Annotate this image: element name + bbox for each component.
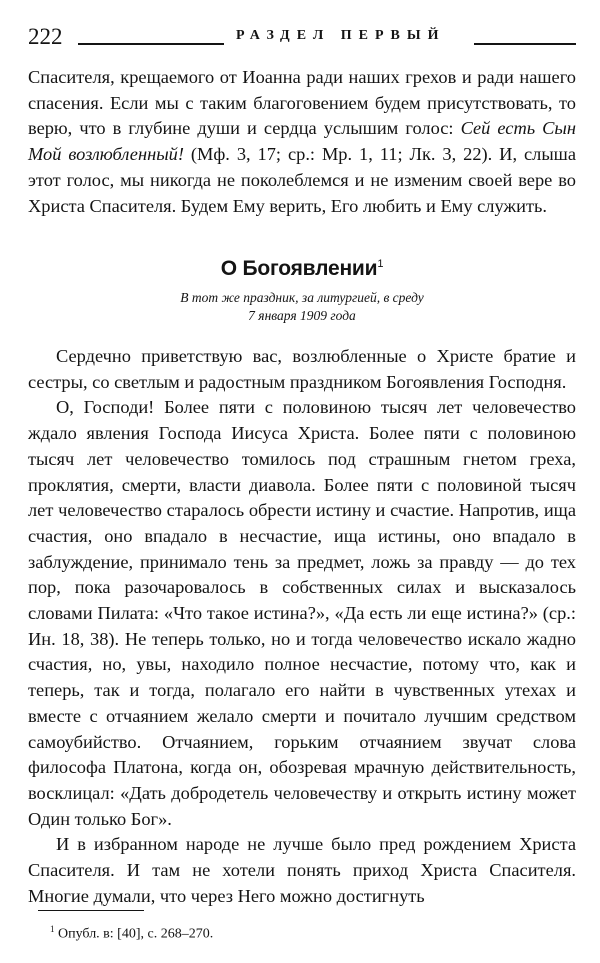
footnote xyxy=(50,919,570,945)
scripture-quote: Сей есть Сын Мой возлюбленный! xyxy=(28,118,576,165)
page-number: 222 xyxy=(28,24,63,49)
intro-text xyxy=(28,65,576,219)
header-rule-right xyxy=(474,43,576,45)
intro-paragraph: Спасителя, крещаемого от Иоанна ради наших грехов и ради нашего спасения. Если мы с таким благоговением будем присутствовать, то верю, что в глубине души и сердца услышим голос: Сей есть Сын Мой возлюбленный! (Мф. 3, 17; ср.: Мр. 1, 11; Лк. 3, 22). И, слыша этот голос, мы никогда не поколеблемся и не изменим своей вере во Христа Спасителя. Будем Ему верить, Его любить и Ему служить. xyxy=(28,67,576,216)
footnote-mark: 1 xyxy=(50,924,55,934)
header-rule-left xyxy=(78,43,224,45)
sermon-title: О Богоявлении$^1$ xyxy=(220,257,384,280)
running-header xyxy=(28,22,576,52)
paragraph: И в избранном народе не лучше было пред рождением Христа Спасителя. И там не хотели понять приход Христа Спасителя. Многие думали, что через Него можно достигнуть xyxy=(28,834,576,906)
footnote-rule xyxy=(38,910,144,911)
sermon-text xyxy=(28,344,576,909)
sermon-subtitle: В тот же праздник, за литургией, в среду 7 января 1909 года xyxy=(180,290,424,323)
footnote-ref: 1 xyxy=(377,258,384,270)
section-title: РАЗДЕЛ ПЕРВЫЙ xyxy=(236,28,446,43)
paragraph: О, Господи! Более пяти с половиною тысяч лет человечество ждало явления Господа Иисуса Христа. Более пяти с половиною тысяч лет человечество томилось под страшным гнетом греха, проклятия, смерти, власти диавола. Более пяти с половиной тысяч лет человечество старалось обрести истину и счастие. Напротив, ища счастия, оно впадало в несчастие, ища истины, оно впадало в заблуждение, принимало тень за предмет, ложь за правду — до тех пор, пока разочаровалось в собственных силах и высказалось словами Пилата: «Что такое истина?», «Да есть ли еще истина?» (ср.: Ин. 18, 38). Не теперь только, но и тогда человечество искало жадно счастия, но, увы, находило полное несчастие, потому что, как и теперь, так и тогда, полагало его найти в чувственных утехах и вместе с отчаянием желало смерти и почитало лучшим средством самоубийство. Отчаянием, горьким отчаянием звучат слова философа Платона, когда он, обозревая мрачную действительность, восклицал: «Дать добродетель человечеству и открыть истину может Один только Бог». xyxy=(28,397,576,829)
footnote-text: Опубл. в: [40], с. 268–270. xyxy=(54,926,214,942)
paragraph: Сердечно приветствую вас, возлюбленные о Христе братие и сестры, со светлым и радостным праздником Богоявления Господня. xyxy=(28,346,576,392)
